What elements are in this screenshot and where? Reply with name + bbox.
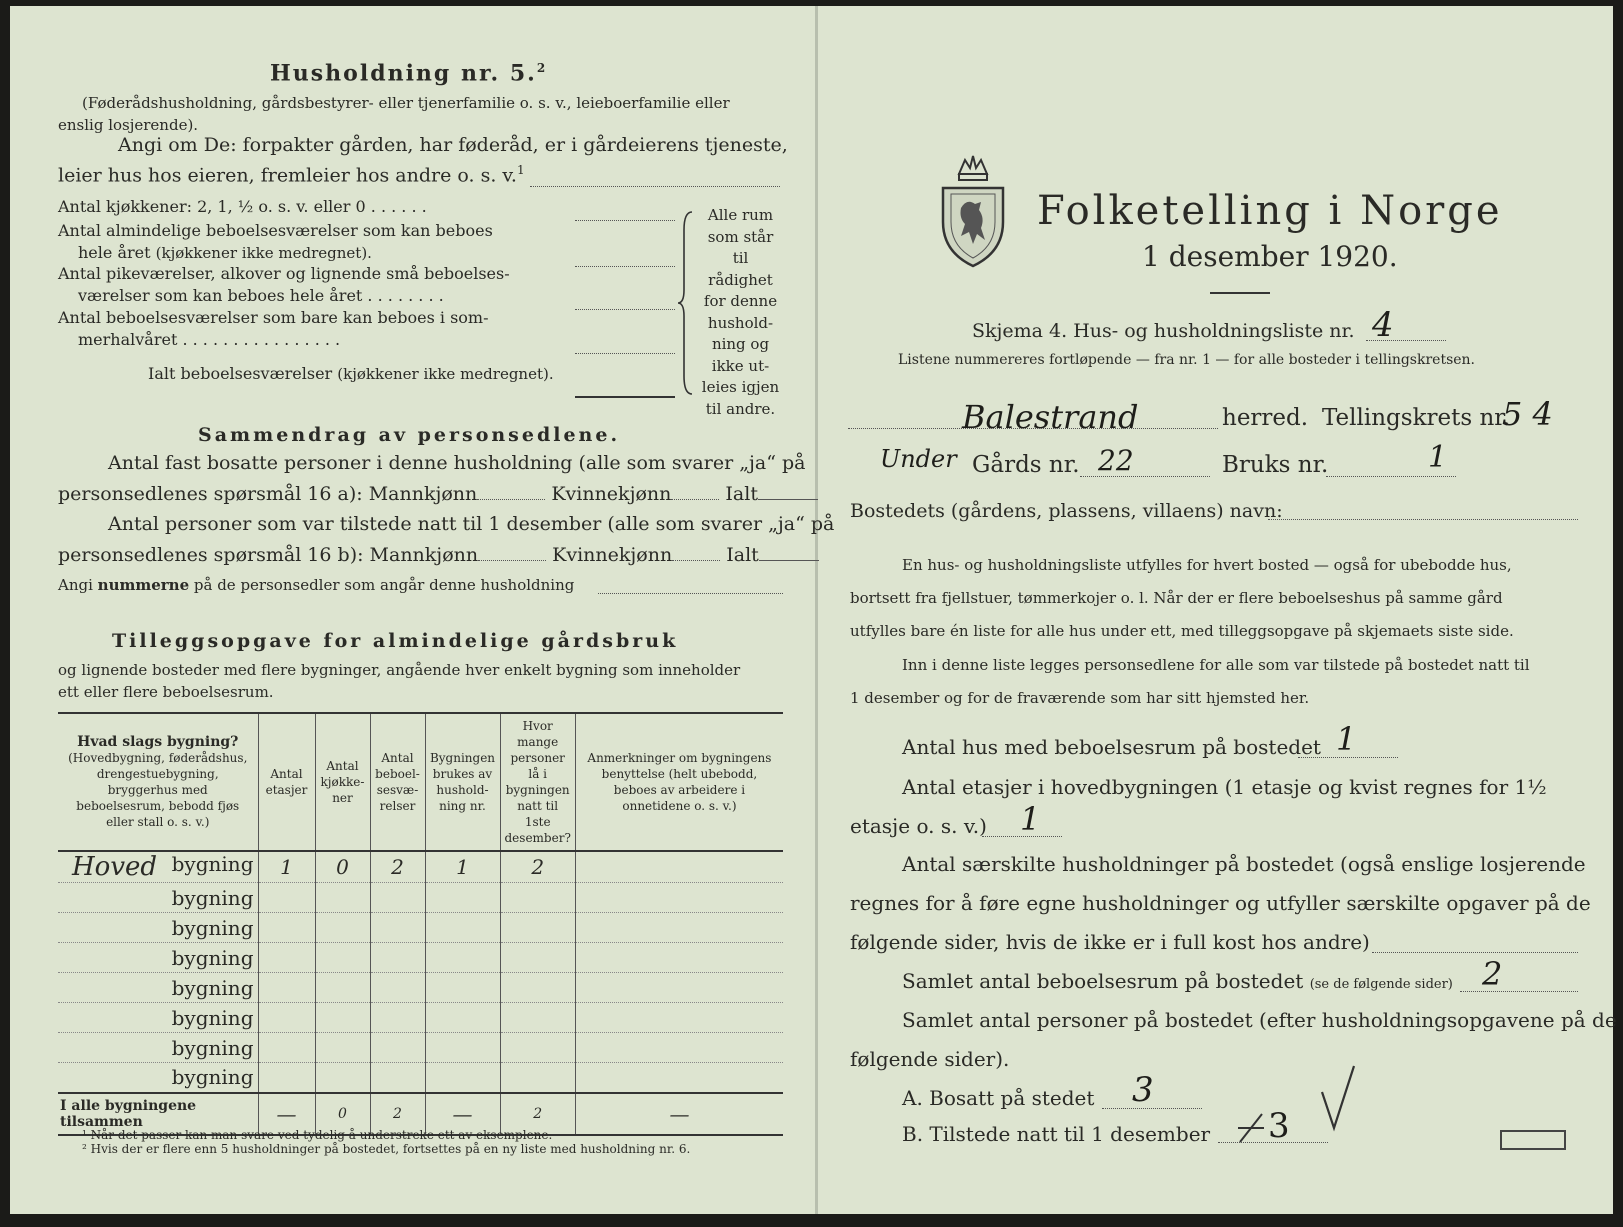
left-subtitle-2: enslig losjerende). (58, 116, 199, 134)
cell-vaerelser[interactable] (370, 973, 425, 1003)
cell-personer[interactable] (500, 973, 575, 1003)
q2-line-a: Antal etasjer i hovedbygningen (1 etasje og kvist regnes for 1½ (902, 775, 1547, 799)
cell-vaerelser[interactable] (370, 1063, 425, 1093)
instr-2: bortsett fra fjellstuer, tømmerkojer o. l. Når der er flere beboelseshus på samme gård (850, 589, 1503, 607)
cell-vaerelser[interactable]: 2 (370, 851, 425, 883)
tellingskrets-label: Tellingskrets nr. (1322, 405, 1511, 431)
printer-stamp-icon (1500, 1130, 1566, 1150)
sammendrag-heading: Sammendrag av personsedlene. (198, 424, 621, 446)
q2-fill (982, 836, 1062, 837)
date-rule (1210, 292, 1270, 294)
rooms-pike-2: værelser som kan beboes hele året . . . . . . . . (78, 286, 444, 305)
kvinne-label-2: Kvinnekjønn (552, 544, 673, 566)
cell-anm[interactable] (575, 1063, 783, 1093)
bruks-fill (1326, 476, 1456, 477)
rooms-alm-2-text: hele året (78, 243, 151, 262)
cell-building[interactable]: bygning (58, 973, 258, 1003)
brace-note-line: ikke ut- (711, 356, 770, 375)
rooms-ialt (148, 364, 554, 384)
q4-value[interactable]: 2 (1482, 955, 1503, 993)
sammendrag-p1b (58, 483, 818, 505)
cell-building-name: Hoved (72, 852, 158, 882)
bostedets-label: Bostedets (gårdens, plassens, villaens) navn: (850, 500, 1283, 522)
cell-husholdning[interactable] (425, 883, 500, 913)
q3-line-a: Antal særskilte husholdninger på bostedet (også enslige losjerende (902, 852, 1586, 876)
herred-value[interactable]: Balestrand (962, 398, 1139, 436)
cell-anm[interactable] (575, 883, 783, 913)
herred-label: herred. (1222, 405, 1309, 431)
qb-label: B. Tilstede natt til 1 desember (902, 1122, 1211, 1146)
table-row[interactable] (58, 973, 783, 1003)
cell-kjokken[interactable] (315, 973, 370, 1003)
cell-kjokken[interactable] (315, 1033, 370, 1063)
angi-line-1: Angi om De: forpakter gården, har føderåd, er i gårdeierens tjeneste, (118, 134, 788, 156)
building-table (58, 712, 783, 1136)
instr-4: Inn i denne liste legges personsedlene for alle som var tilstede på bostedet natt til (902, 656, 1530, 674)
q4-fill (1460, 991, 1578, 992)
sammendrag-p1b-text: personsedlenes spørsmål 16 a): Mannkjønn (58, 483, 478, 505)
cell-vaerelser[interactable] (370, 883, 425, 913)
rooms-ialt-text: Ialt beboelsesværelser (148, 364, 333, 383)
skjema-label: Skjema 4. Hus- og husholdningsliste nr. (972, 320, 1355, 342)
cell-personer[interactable] (500, 1033, 575, 1063)
cell-building[interactable]: bygning (58, 1033, 258, 1063)
gards-fill (1080, 476, 1210, 477)
q5-line-b: følgende sider). (850, 1047, 1010, 1071)
col-kjokken: Antal kjøkke-ner (315, 713, 370, 851)
angi-nummerne-bold: nummerne (97, 576, 190, 594)
col-building-type-title: Hvad slags bygning? (77, 734, 239, 750)
cell-anm[interactable] (575, 973, 783, 1003)
cell-etasjer[interactable] (258, 973, 315, 1003)
q3-line-b: regnes for å føre egne husholdninger og utfyller særskilte opgaver på de (850, 891, 1591, 915)
cell-etasjer[interactable] (258, 883, 315, 913)
cell-building[interactable]: bygning (58, 1003, 258, 1033)
cell-anm[interactable] (575, 943, 783, 973)
kvinne-label-1: Kvinnekjønn (551, 483, 672, 505)
cell-vaerelser[interactable] (370, 1033, 425, 1063)
listene-note: Listene nummereres fortløpende — fra nr. 1 — for alle bosteder i tellingskretsen. (898, 352, 1476, 368)
q2-line-b: etasje o. s. v.) (850, 814, 987, 838)
col-vaerelser: Antal beboel-sesvæ-relser (370, 713, 425, 851)
brace-note-line: som står til (707, 227, 774, 267)
brace-note-line: ning og (711, 335, 770, 353)
coat-of-arms-icon (937, 152, 1009, 270)
table-row[interactable] (58, 1033, 783, 1063)
cell-personer[interactable] (500, 1063, 575, 1093)
brace-note-line: rådighet (708, 270, 773, 289)
total-anm[interactable]: — (575, 1093, 783, 1135)
q5-line-a: Samlet antal personer på bostedet (efter husholdningsopgavene på de (902, 1008, 1617, 1032)
footnote-2: ² Hvis der er flere enn 5 husholdninger på bostedet, fortsettes på en ny liste med husholdning nr. 6. (82, 1142, 691, 1156)
rooms-kjokken-fill[interactable] (575, 220, 675, 221)
cell-personer[interactable] (500, 943, 575, 973)
cell-etasjer[interactable] (258, 1033, 315, 1063)
angi-nummerne (58, 576, 574, 594)
instr-1: En hus- og husholdningsliste utfylles for hvert bosted — også for ubebodde hus, (902, 556, 1512, 574)
rooms-ialt-small: (kjøkkener ikke medregnet). (337, 365, 554, 383)
cell-kjokken[interactable] (315, 943, 370, 973)
brace-note (698, 205, 783, 420)
rooms-alm-2-small: (kjøkkener ikke medregnet). (155, 244, 372, 262)
cell-building[interactable]: bygning (58, 913, 258, 943)
col-husholdning: Bygningen brukes av hushold-ning nr. (425, 713, 500, 851)
cell-anm[interactable] (575, 1003, 783, 1033)
cell-personer[interactable]: 2 (500, 851, 575, 883)
sammendrag-p2a: Antal personer som var tilstede natt til 1 desember (alle som svarer „ja“ på (108, 513, 835, 535)
left-subtitle-1: (Føderådshusholdning, gårdsbestyrer- eller tjenerfamilie o. s. v., leieboerfamilie eller (82, 94, 730, 112)
table-row[interactable] (58, 913, 783, 943)
cell-anm[interactable] (575, 913, 783, 943)
page-fold (815, 6, 818, 1214)
qa-fill (1102, 1108, 1202, 1109)
total-vaerelser[interactable]: 2 (370, 1093, 425, 1135)
cell-personer[interactable] (500, 883, 575, 913)
herred-fill (848, 428, 1218, 429)
rooms-pike-fill[interactable] (575, 309, 675, 310)
col-building-type-sub: (Hovedbygning, føderådshus, drengestuebygning, bryggerhus med beboelsesrum, bebodd fjøs eller stall o. s. v.) (68, 751, 248, 829)
col-personer: Hvor mange personer lå i bygningen natt til 1ste desember? (500, 713, 575, 851)
q1-fill (1298, 757, 1398, 758)
angi-nummerne-post: på de personsedler som angår denne husholdning (189, 576, 575, 594)
brace-note-line: til andre. (705, 399, 776, 418)
cell-building[interactable]: bygning (58, 943, 258, 973)
brace-note-line: Alle rum (707, 206, 774, 224)
total-etasjer[interactable]: — (258, 1093, 315, 1135)
cell-building[interactable]: bygning (58, 1063, 258, 1093)
angi-fill[interactable] (530, 186, 780, 187)
cell-etasjer[interactable] (258, 1063, 315, 1093)
brace-note-line: leies igjen (701, 378, 780, 396)
qb-value[interactable]: 3 (1268, 1106, 1290, 1146)
cell-husholdning[interactable] (425, 943, 500, 973)
left-title-sup: 2 (536, 61, 548, 75)
instr-5: 1 desember og for de fraværende som har sitt hjemsted her. (850, 689, 1310, 707)
tellingskrets-value[interactable]: 5 4 (1502, 395, 1553, 433)
ialt-label-2: Ialt (726, 544, 759, 566)
sammendrag-p2b-text: personsedlenes spørsmål 16 b): Mannkjønn (58, 544, 479, 566)
left-title-text: Husholdning nr. 5. (270, 60, 537, 87)
bostedets-fill[interactable] (1268, 519, 1578, 520)
table-row[interactable] (58, 1063, 783, 1093)
rooms-sommer-fill[interactable] (575, 353, 675, 354)
bruks-value[interactable]: 1 (1428, 440, 1448, 475)
rooms-brace (678, 210, 698, 396)
left-title (270, 60, 547, 86)
cell-husholdning[interactable]: 1 (425, 851, 500, 883)
right-title: Folketelling i Norge (1037, 188, 1503, 234)
qa-value[interactable]: 3 (1132, 1070, 1154, 1110)
cell-etasjer[interactable] (258, 943, 315, 973)
table-row[interactable] (58, 883, 783, 913)
check-mark-icon (1318, 1062, 1358, 1132)
tillegg-heading: Tilleggsopgave for almindelige gårdsbruk (112, 630, 679, 652)
q4-label (902, 969, 1453, 993)
angi-sup: 1 (516, 163, 525, 177)
cell-husholdning[interactable] (425, 973, 500, 1003)
cell-husholdning[interactable] (425, 913, 500, 943)
cell-kjokken[interactable] (315, 1063, 370, 1093)
cell-kjokken[interactable] (315, 913, 370, 943)
gards-label: Gårds nr. (972, 452, 1080, 478)
total-label: I alle bygningene tilsammen (58, 1093, 258, 1135)
cell-anm[interactable] (575, 1033, 783, 1063)
q4-text: Samlet antal beboelsesrum på bostedet (902, 969, 1304, 993)
rooms-kjokken: Antal kjøkkener: 2, 1, ½ o. s. v. eller 0 . . . . . . (58, 197, 427, 216)
angi-line-2-text: leier hus hos eieren, fremleier hos andre o. s. v. (58, 164, 517, 187)
cell-etasjer[interactable] (258, 913, 315, 943)
q1-value[interactable]: 1 (1336, 720, 1357, 758)
gards-value[interactable]: 22 (1098, 444, 1134, 477)
cell-husholdning[interactable] (425, 1033, 500, 1063)
sammendrag-p2b (58, 544, 819, 566)
qb-fill (1218, 1142, 1328, 1143)
bruks-label: Bruks nr. (1222, 452, 1329, 478)
total-kjokken[interactable]: 0 (315, 1093, 370, 1135)
total-personer[interactable]: 2 (500, 1093, 575, 1135)
col-building-type (58, 713, 258, 851)
instr-3: utfylles bare én liste for alle hus under ett, med tilleggsopgave på skjemaets siste side. (850, 622, 1514, 640)
ialt-label-1: Ialt (725, 483, 758, 505)
cell-kjokken[interactable] (315, 1003, 370, 1033)
rooms-alm-1: Antal almindelige beboelsesværelser som kan beboes (58, 221, 493, 240)
brace-note-line: for denne (703, 292, 778, 310)
angi-nummerne-pre: Angi (58, 576, 98, 594)
col-anmerkninger: Anmerkninger om bygningens benyttelse (helt ubebodd, beboes av arbeidere i onnetidene o. s. v.) (575, 713, 783, 851)
cell-building-suffix: bygning (171, 852, 254, 876)
cell-vaerelser[interactable] (370, 913, 425, 943)
tillegg-text-2: ett eller flere beboelsesrum. (58, 683, 274, 701)
cell-kjokken[interactable]: 0 (315, 851, 370, 883)
col-etasjer: Antal etasjer (258, 713, 315, 851)
cell-kjokken[interactable] (315, 883, 370, 913)
rooms-sommer-2: merhalvåret . . . . . . . . . . . . . . . . (78, 330, 341, 349)
cell-personer[interactable] (500, 1003, 575, 1033)
strikeout-mark-icon (1236, 1110, 1266, 1146)
q1-label: Antal hus med beboelsesrum på bostedet (902, 735, 1321, 759)
cell-husholdning[interactable] (425, 1003, 500, 1033)
sammendrag-p1a: Antal fast bosatte personer i denne husholdning (alle som svarer „ja“ på (108, 452, 806, 474)
total-husholdning[interactable]: — (425, 1093, 500, 1135)
brace-note-line: hushold- (707, 313, 774, 332)
under-label: Under (880, 445, 957, 473)
q2-value[interactable]: 1 (1020, 800, 1041, 838)
table-row[interactable] (58, 943, 783, 973)
cell-building[interactable] (58, 851, 258, 883)
table-row[interactable] (58, 851, 783, 883)
cell-husholdning[interactable] (425, 1063, 500, 1093)
cell-etasjer[interactable] (258, 1003, 315, 1033)
rooms-alm-fill[interactable] (575, 266, 675, 267)
angi-line-2 (58, 162, 525, 186)
skjema-value[interactable]: 4 (1372, 305, 1394, 345)
cell-vaerelser[interactable] (370, 943, 425, 973)
q3-line-c: følgende sider, hvis de ikke er i full kost hos andre) (850, 930, 1370, 954)
cell-building[interactable]: bygning (58, 883, 258, 913)
table-row[interactable] (58, 1003, 783, 1033)
q4-small: (se de følgende sider) (1309, 977, 1453, 992)
rooms-alm-2 (78, 243, 372, 263)
cell-personer[interactable] (500, 913, 575, 943)
right-date: 1 desember 1920. (1142, 240, 1398, 273)
tillegg-text-1: og lignende bosteder med flere bygninger, angående hver enkelt bygning som inneholder (58, 661, 741, 679)
cell-anm[interactable] (575, 851, 783, 883)
skjema-fill (1366, 340, 1446, 341)
rooms-ialt-underline (575, 396, 675, 398)
cell-etasjer[interactable]: 1 (258, 851, 315, 883)
angi-nummerne-fill[interactable] (598, 593, 783, 594)
footnote-1: ¹ Når det passer kan man svare ved tydelig å understreke ett av eksemplene. (82, 1128, 553, 1142)
building-table-header (58, 713, 783, 851)
qa-label: A. Bosatt på stedet (902, 1086, 1095, 1110)
q3-fill[interactable] (1372, 952, 1578, 953)
rooms-pike-1: Antal pikeværelser, alkover og lignende små beboelses- (58, 264, 510, 283)
rooms-sommer-1: Antal beboelsesværelser som bare kan beboes i som- (58, 308, 489, 327)
cell-vaerelser[interactable] (370, 1003, 425, 1033)
